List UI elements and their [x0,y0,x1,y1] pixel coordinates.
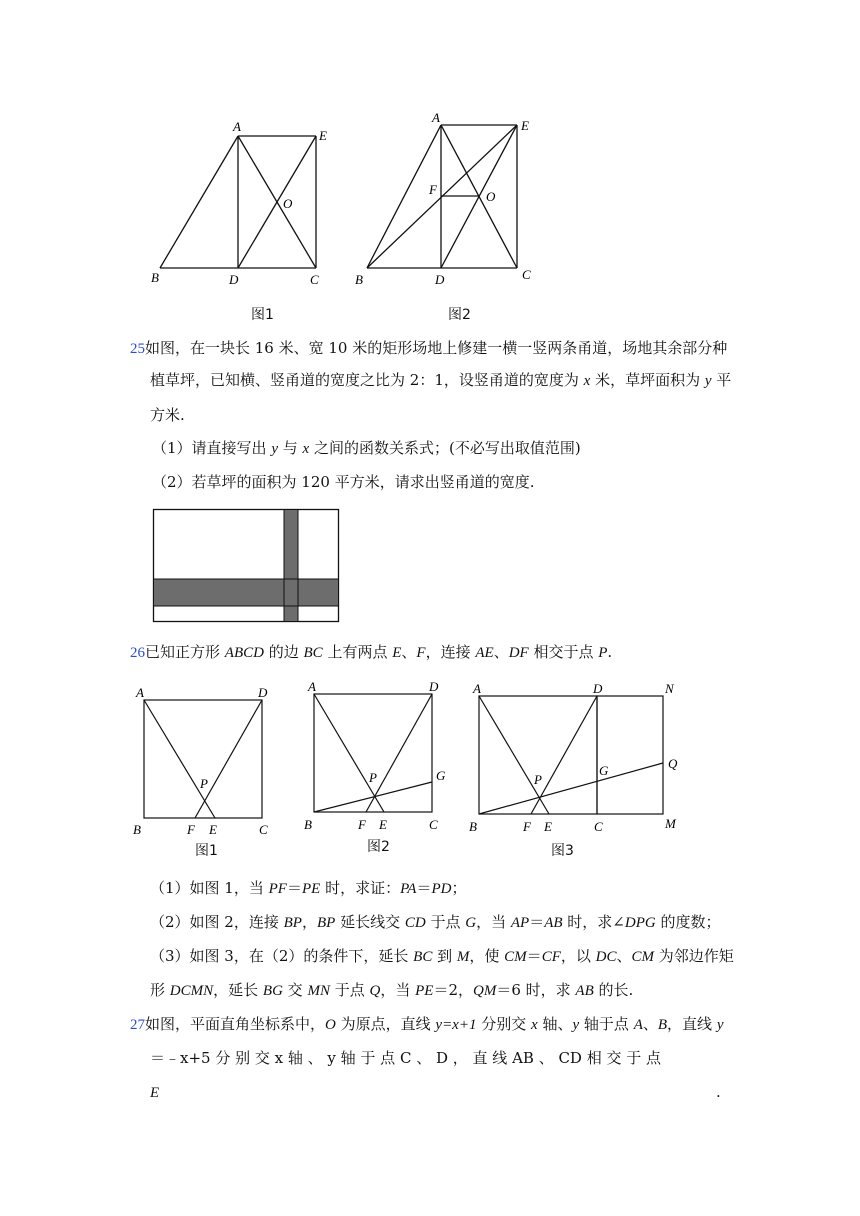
q26-f1-A: A [136,685,144,700]
q26-f2-G: G [436,768,446,783]
q27-l1d: 轴、 [537,1015,573,1033]
q26-part3-line1 [150,946,734,967]
q26-p3-MN: MN [307,983,330,999]
q26-f3-G: G [599,763,609,778]
q26-p2-CD: CD [404,915,426,931]
q26-p3-QM: QM [473,983,497,999]
q26-p2-DPG: DPG [624,915,656,931]
q26-p1a: （1）如图 1，当 [150,879,269,897]
q26-f2-B: B [304,817,312,832]
q26-p1-PF: PF [268,881,287,897]
q26-p3-PE: PE [415,983,434,999]
q25-field-diagram [152,508,342,626]
q27-l1g: ，直线 [667,1015,717,1033]
q26-p3-CF: CF [541,949,561,965]
q26-f1-P: P [200,776,208,791]
q26-p1d: ＝ [416,879,432,897]
q27-line3-period: . [716,1083,721,1101]
q26-p2c: 延长线交 [335,913,405,931]
q27-l1-A: A [633,1017,643,1033]
q27-l1-O: O [325,1017,336,1033]
fig1-caption: 图1 [251,307,274,323]
q26-p3-CM2: CM [631,949,654,965]
fig2-label-B: B [355,272,363,287]
q25-text-2c: 平 [711,371,732,389]
q26-p3g: 为邻边作矩 [654,947,734,965]
q26-fig1-caption: 图1 [195,843,218,859]
q26-s-h: . [607,643,613,661]
q26-f2-D: D [429,679,439,694]
q26-p3n: ＝6 时，求 [496,981,576,999]
q26-p2g: 时，求∠ [562,913,625,931]
q26-s-e: ，连接 [425,643,476,661]
q26-f1-B: B [133,822,141,837]
fig2-label-F: F [429,182,437,197]
q26-p3d: ＝ [526,947,542,965]
q26-p2-G: G [465,915,477,931]
q26-part2 [150,912,720,933]
q27-l1-y: y [572,1017,580,1033]
q27-l1b: 为原点，直线 [335,1015,436,1033]
fig1-label-E: E [319,128,327,143]
q26-p2a: （2）如图 2，连接 [150,913,284,931]
q26-p2d: 于点 [425,913,466,931]
q25-p1-x: x [302,441,310,457]
q26-p3m: ＝2， [433,981,473,999]
fig1-label-D: D [229,272,239,287]
q26-p1b: ＝ [286,879,302,897]
q26-p2-AP: AP [510,915,530,931]
q26-number: 26 [130,645,145,661]
fig2-label-E: E [521,118,529,133]
q26-p1c: 时，求证： [320,879,401,897]
q26-f3-M: M [665,816,676,831]
q27-number: 27 [130,1017,145,1033]
q26-p3-DCMN: DCMN [169,983,214,999]
q26-p3o: 的长. [593,981,634,999]
fig1-label-A: A [233,119,241,134]
fig2-caption: 图2 [448,307,471,323]
fig1-label-O: O [283,196,293,211]
q26-p3i: ，延长 [213,981,263,999]
q25-line2 [150,370,731,391]
q26-s-F: F [416,645,426,661]
q26-p3c: ，使 [469,947,505,965]
fig2-label-D: D [435,272,445,287]
q25-p1a: （1）请直接写出 [152,439,272,457]
q26-p3f: 、 [616,947,632,965]
fig2-label-O: O [486,189,496,204]
q26-f1-F: F [187,822,195,837]
q27-l1f: 、 [642,1015,658,1033]
q26-p1e: ； [451,879,467,897]
q26-s-b: 的边 [263,643,304,661]
q26-f3-P: P [534,772,542,787]
q26-f3-N: N [665,681,674,696]
q25-text-2b: 米，草坪面积为 [590,371,705,389]
fig2-label-A: A [432,110,440,125]
q25-part1 [152,438,581,459]
q26-s-a: 已知正方形 [145,643,225,661]
q27-l1c: 分别交 [476,1015,532,1033]
q26-f2-P: P [369,770,377,785]
q26-p3-BG: BG [262,983,283,999]
q25-number: 25 [130,341,145,357]
top-figures [140,108,560,326]
q26-p3b: 到 [432,947,457,965]
q26-p3l: ，当 [380,981,416,999]
q26-p2h: 的度数； [655,913,721,931]
figure-1-diagram [160,136,316,268]
q26-s-E: E [392,645,402,661]
q26-p3-DC: DC [595,949,617,965]
q27-l1-B: B [657,1017,668,1033]
q27-l1-x: x [531,1017,538,1033]
q26-p3e: ，以 [560,947,596,965]
q25-text-1: 如图，在一块长 16 米、宽 10 米的矩形场地上修建一横一竖两条甬道，场地其余部分种 [145,339,728,357]
q26-p2-BP: BP [283,915,302,931]
q26-f3-B: B [469,819,477,834]
q25-var-y: y [704,373,712,389]
q27-l1-y2: y [716,1017,724,1033]
q25-text-2a: 植草坪，已知横、竖甬道的宽度之比为 2：1，设竖甬道的宽度为 [150,371,584,389]
q26-p3a: （3）如图 3，在（2）的条件下，延长 [150,947,414,965]
q26-part1 [150,878,467,899]
q26-s-DF: DF [508,645,529,661]
q25-var-x: x [583,373,591,389]
q26-p2e: ，当 [476,913,511,931]
q26-f2-C: C [429,817,438,832]
q26-f3-F: F [523,819,531,834]
q26-p3h: 形 [150,981,170,999]
q26-s-ABCD: ABCD [224,645,264,661]
fig2-label-C: C [522,267,531,282]
q26-p3-BC: BC [413,949,433,965]
q26-f1-C: C [259,822,268,837]
q26-part3-line2 [150,980,633,1001]
q26-f1-E: E [209,822,217,837]
q26-p3-CM: CM [504,949,527,965]
q26-fig2-caption: 图2 [367,839,390,855]
q26-p3j: 交 [282,981,308,999]
q26-f1-D: D [258,685,268,700]
q26-s-P: P [598,645,608,661]
q26-s-f: 、 [493,643,509,661]
q26-p3-M: M [456,949,470,965]
q26-f3-D: D [593,681,603,696]
q26-s-g: 相交于点 [528,643,599,661]
q27-E: E [150,1085,160,1101]
q25-line1 [130,338,727,359]
q26-figure-2-diagram [314,694,432,812]
q27-line3-E [150,1082,159,1103]
q25-p1-y: y [271,441,278,457]
q26-f2-E: E [379,817,387,832]
q26-figure-3-diagram [479,696,663,814]
q26-s-d: 、 [401,643,417,661]
q27-l1-eq: y=x+1 [435,1017,477,1033]
q25-p1c: 之间的函数关系式；(不必写出取值范围) [309,439,581,457]
fig1-label-B: B [151,270,159,285]
q26-s-AE: AE [475,645,494,661]
q26-f3-E: E [544,819,552,834]
q26-p1-PD: PD [431,881,452,897]
q26-p3k: 于点 [329,981,370,999]
q26-p2b: ， [301,913,317,931]
q25-p1b: 与 [277,439,303,457]
fig1-label-C: C [310,272,319,287]
q26-p2f: ＝ [529,913,545,931]
q26-f3-A: A [473,681,481,696]
q26-p1-PA: PA [400,881,417,897]
q26-f3-Q: Q [668,756,678,771]
q26-f3-C: C [594,819,603,834]
q27-l1a: 如图，平面直角坐标系中， [145,1015,326,1033]
q26-figures [0,676,860,866]
q26-p1-PE: PE [301,881,321,897]
q25-line3: 方米. [150,406,185,424]
q27-line2: ＝﹣x+5 分 别 交 x 轴 、 y 轴 于 点 C 、 D ， 直 线 AB 、 CD 相 交 于 点 [150,1049,662,1067]
q25-part2: （2）若草坪的面积为 120 平方米，请求出竖甬道的宽度. [152,473,535,491]
q26-p3-Q: Q [369,983,381,999]
q26-s-c: 上有两点 [322,643,393,661]
q27-line1 [130,1014,724,1035]
q26-p3-AB: AB [575,983,594,999]
q26-stem [130,642,612,663]
q26-fig3-caption: 图3 [551,843,574,859]
q26-f2-A: A [308,679,316,694]
q26-s-BC: BC [303,645,323,661]
q26-f2-F: F [358,817,366,832]
q26-figure-1-diagram [144,700,262,818]
q27-l1e: 轴于点 [579,1015,634,1033]
q26-p2-AB: AB [544,915,563,931]
q26-p2-BP2: BP [316,915,336,931]
